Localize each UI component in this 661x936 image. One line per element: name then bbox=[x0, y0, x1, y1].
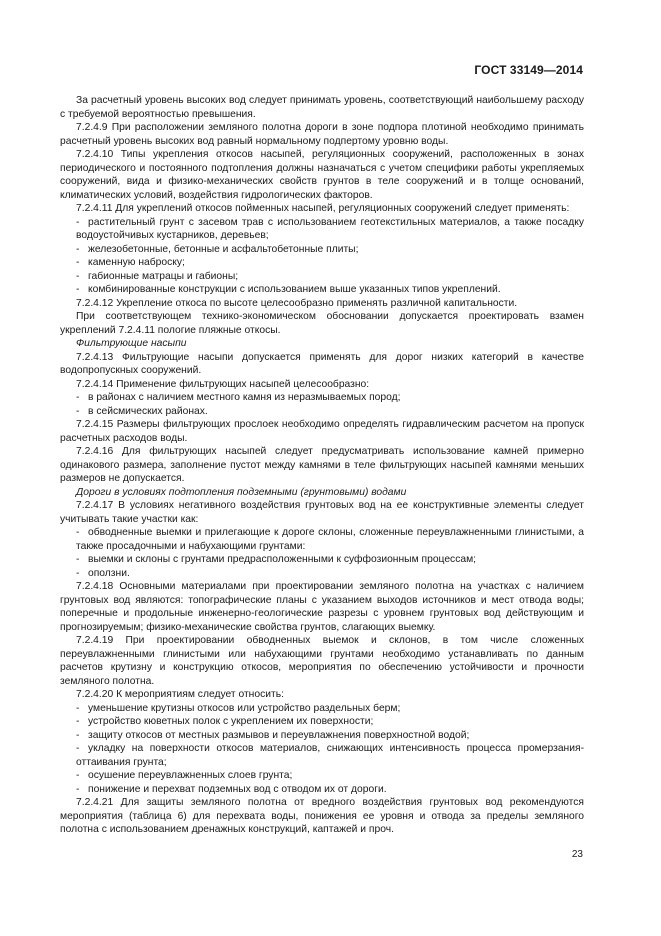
bullet-dash: - bbox=[76, 392, 80, 403]
bullet-item bbox=[60, 283, 584, 297]
paragraph: 7.2.4.17 В условиях негативного воздействия грунтовых вод на ее конструктивные элементы следует учитывать такие участки как: bbox=[60, 500, 584, 525]
bullet-text: защиту откосов от местных размывов и переувлажнения поверхностной водой; bbox=[88, 729, 470, 741]
paragraph: 7.2.4.13 Фильтрующие насыпи допускается применять для дорог низких категорий в качестве водопропускных сооружений. bbox=[60, 351, 584, 376]
paragraph: 7.2.4.15 Размеры фильтрующих прослоек необходимо определять гидравлическим расчетом на пропуск расчетных расходов воды. bbox=[60, 419, 584, 444]
bullet-text: выемки и склоны с грунтами предрасположенными к суффозионным процессам; bbox=[88, 554, 477, 565]
bullet-item bbox=[60, 216, 584, 243]
bullet-dash: - bbox=[76, 270, 80, 282]
paragraph: За расчетный уровень высоких вод следует принимать уровень, соответствующий наибольшему расходу с требуемой вероятностью превышения. bbox=[60, 95, 584, 120]
bullet-item bbox=[60, 256, 584, 270]
section-heading: Дороги в условиях подтопления подземными (грунтовыми) водами bbox=[76, 486, 407, 498]
bullet-text: каменную наброску; bbox=[88, 257, 185, 268]
bullet-dash: - bbox=[76, 702, 80, 714]
bullet-text: устройство кюветных полок с укреплением их поверхности; bbox=[88, 716, 374, 727]
bullet-text: укладку на поверхности откосов материалов, снижающих интенсивность процесса промерзания-оттаивания грунта; bbox=[76, 743, 584, 768]
paragraph: 7.2.4.12 Укрепление откоса по высоте целесообразно применять различной капитальности. bbox=[76, 297, 518, 309]
page-number: 23 bbox=[571, 849, 583, 860]
paragraph: 7.2.4.21 Для защиты земляного полотна от вредного воздействия грунтовых вод рекомендуются мероприятия (таблица 6) для перехвата воды, понижения ее уровня и отвода за пределы земляного полотна с использованием дренажных конструкций, каптажей и проч. bbox=[60, 797, 584, 835]
paragraph: 7.2.4.19 При проектировании обводненных выемок и склонов, в том числе сложенных переувлажненными глинистыми или набухающими грунтами необходимо устанавливать по данным расчетов крутизну и конструкцию откосов, мероприятия по обеспечению устойчивости и прочности земляного полотна. bbox=[60, 635, 584, 687]
bullet-item bbox=[60, 391, 584, 405]
bullet-item bbox=[60, 729, 584, 743]
bullet-dash: - bbox=[76, 783, 80, 795]
paragraph: 7.2.4.18 Основными материалами при проектировании земляного полотна на участках с наличием грунтовых вод являются: топографические планы с указанием выходов источников и мест отвода воды; поперечные и продольные инженерно-геологические разрезы с уровнем грунтовых вод действующим и прогнозируемым; физико-механические свойства грунтов, слагающих выемку. bbox=[60, 581, 584, 633]
bullet-text: в районах с наличием местного камня из неразмываемых пород; bbox=[88, 392, 401, 403]
bullet-dash: - bbox=[76, 567, 80, 579]
bullet-item bbox=[60, 702, 584, 716]
bullet-dash: - bbox=[76, 216, 80, 228]
bullet-dash: - bbox=[76, 405, 80, 417]
bullet-text: обводненные выемки и прилегающие к дороге склоны, сложенные переувлажненными глинистыми, а также просадочными и набухающими грунтами: bbox=[76, 527, 584, 552]
bullet-dash: - bbox=[76, 257, 80, 268]
bullet-text: уменьшение крутизны откосов или устройство раздельных берм; bbox=[88, 702, 401, 714]
paragraph: 7.2.4.10 Типы укрепления откосов насыпей, регуляционных сооружений, расположенных в зонах периодического и постоянного подтопления должны назначаться с учетом специфики работы укрепляемых сооружений, вида и физико-механических свойств грунтов в теле сооружений и в толще оснований, климатических условий, воздействия гидрологических факторов. bbox=[60, 149, 584, 201]
bullet-item bbox=[60, 715, 584, 729]
bullet-text: растительный грунт с засевом трав с использованием геотекстильных материалов, а также посадку водоустойчивых кустарников, деревьев; bbox=[76, 216, 584, 241]
bullet-item bbox=[60, 405, 584, 419]
bullet-text: понижение и перехват подземных вод с отводом их от дороги. bbox=[88, 783, 387, 795]
paragraph: 7.2.4.9 При расположении земляного полотна дороги в зоне подпора плотиной необходимо принимать расчетный уровень высоких вод равный нормальному подпертому уровню воды. bbox=[60, 122, 584, 147]
bullet-text: габионные матрацы и габионы; bbox=[88, 270, 239, 282]
bullet-dash: - bbox=[76, 729, 80, 741]
bullet-dash: - bbox=[76, 527, 80, 538]
bullet-item bbox=[60, 270, 584, 284]
bullet-item bbox=[60, 769, 584, 783]
paragraph: При соответствующем технико-экономическом обосновании допускается проектировать взамен укреплений 7.2.4.11 пологие пляжные откосы. bbox=[60, 311, 584, 336]
bullet-dash: - bbox=[76, 770, 80, 781]
bullet-item bbox=[60, 742, 584, 769]
bullet-text: осушение переувлажненных слоев грунта; bbox=[88, 770, 293, 781]
bullet-dash: - bbox=[76, 554, 80, 565]
bullet-text: железобетонные, бетонные и асфальтобетонные плиты; bbox=[88, 243, 359, 255]
bullet-item bbox=[60, 526, 584, 553]
bullet-item bbox=[60, 567, 584, 581]
paragraph: 7.2.4.14 Применение фильтрующих насыпей целесообразно: bbox=[76, 378, 370, 390]
bullet-text: комбинированные конструкции с использованием выше указанных типов укреплений. bbox=[88, 284, 501, 295]
bullet-item bbox=[60, 553, 584, 567]
bullet-text: в сейсмических районах. bbox=[88, 405, 208, 417]
bullet-dash: - bbox=[76, 284, 80, 295]
bullet-text: оползни. bbox=[88, 567, 130, 579]
bullet-item bbox=[60, 783, 584, 797]
bullet-dash: - bbox=[76, 716, 80, 727]
paragraph: 7.2.4.16 Для фильтрующих насыпей следует предусматривать использование камней примерно одинакового размера, заполнение пустот между камнями в теле фильтрующих насыпей камнями меньших размеров не допускается. bbox=[60, 446, 584, 484]
document-body bbox=[60, 94, 584, 837]
section-heading: Фильтрующие насыпи bbox=[76, 338, 187, 349]
paragraph: 7.2.4.11 Для укреплений откосов пойменных насыпей, регуляционных сооружений следует применять: bbox=[76, 203, 570, 214]
bullet-item bbox=[60, 243, 584, 257]
paragraph: 7.2.4.20 К мероприятиям следует относить: bbox=[76, 689, 284, 700]
document-standard-header: ГОСТ 33149—2014 bbox=[474, 63, 583, 77]
bullet-dash: - bbox=[76, 243, 80, 255]
bullet-dash: - bbox=[76, 743, 80, 754]
